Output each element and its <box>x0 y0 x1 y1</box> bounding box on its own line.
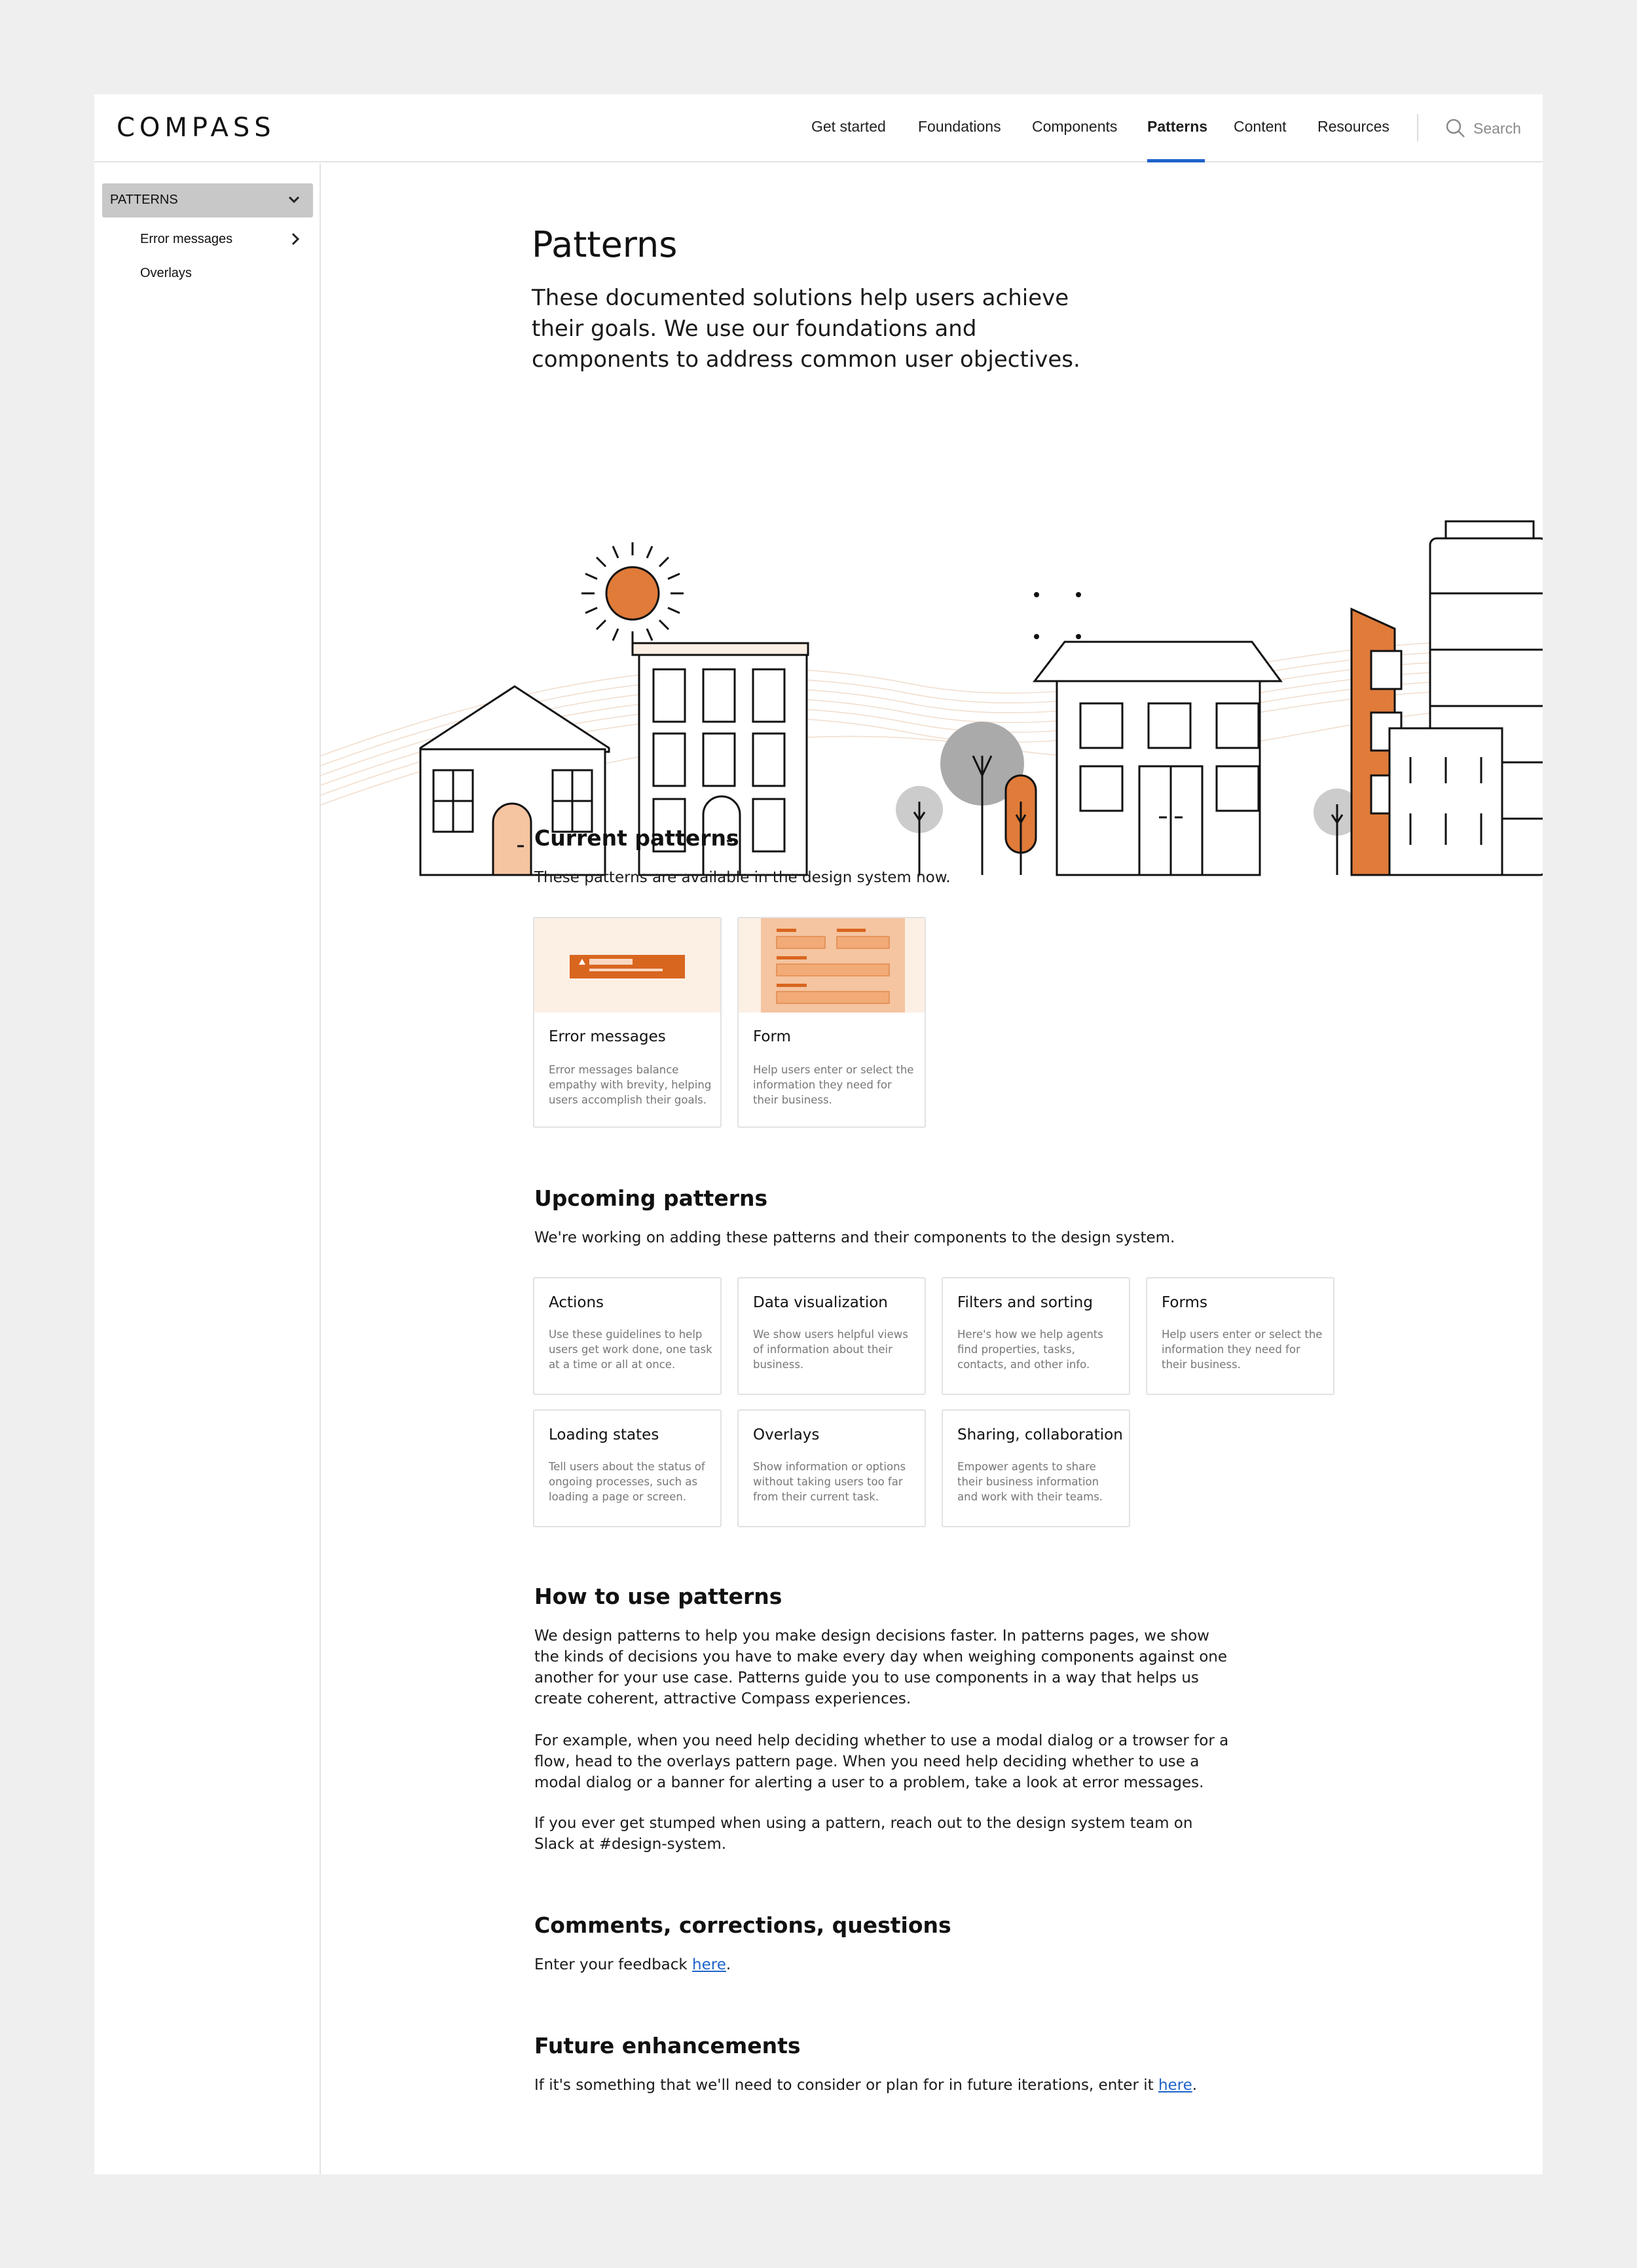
search-label: Search <box>1473 119 1521 137</box>
sidebar-item-error-messages[interactable]: Error messages <box>140 232 233 246</box>
future-enhancements-heading: Future enhancements <box>534 2033 801 2058</box>
upcoming-patterns-intro: We're working on adding these patterns and their components to the design system. <box>534 1229 1175 1246</box>
card-data-visualization[interactable] <box>737 1277 926 1395</box>
page-lead: These documented solutions help users achieve their goals. We use our foundations and components to address common user objectives. <box>532 285 1080 373</box>
how-to-use-heading: How to use patterns <box>534 1584 782 1609</box>
sun-icon <box>581 542 684 644</box>
card-error-messages[interactable] <box>533 917 722 1128</box>
future-enhancements-text <box>534 2075 1197 2096</box>
bird-dots <box>1034 592 1081 639</box>
card-sharing-collaboration[interactable] <box>942 1409 1130 1527</box>
search-icon <box>1446 119 1465 138</box>
card-filters-and-sorting[interactable] <box>942 1277 1130 1395</box>
card-description: Here's how we help agents find properties, tasks, contacts, and other info. <box>957 1328 1103 1371</box>
how-to-use-paragraph-3: If you ever get stumped when using a pattern, reach out to the design system team on Slack at #design-system. <box>534 1815 1193 1853</box>
card-title: Form <box>753 1028 791 1045</box>
sidebar-group-label: PATTERNS <box>110 193 178 207</box>
card-title: Sharing, collaboration <box>957 1426 1123 1443</box>
nav-get-started[interactable]: Get started <box>811 118 886 135</box>
comments-text-body: Enter your feedback <box>534 1956 693 1973</box>
card-title: Actions <box>549 1294 604 1311</box>
card-form[interactable] <box>737 917 926 1128</box>
nav-content[interactable]: Content <box>1234 118 1287 135</box>
card-title: Forms <box>1162 1294 1207 1311</box>
house-middle <box>1035 642 1281 875</box>
error-messages-thumbnail <box>534 918 720 1013</box>
card-overlays[interactable] <box>737 1409 926 1527</box>
page <box>94 94 1543 2174</box>
card-title: Filters and sorting <box>957 1294 1093 1311</box>
sidebar-group-patterns[interactable] <box>102 183 313 217</box>
future-text-suffix: . <box>1192 2077 1198 2094</box>
compass-logo[interactable]: COMPASS <box>117 113 276 143</box>
upcoming-patterns-heading: Upcoming patterns <box>534 1185 768 1211</box>
card-description: Tell users about the status of ongoing processes, such as loading a page or screen. <box>549 1460 705 1503</box>
office-block <box>1389 728 1502 875</box>
card-title: Overlays <box>753 1426 820 1443</box>
page-title: Patterns <box>532 224 678 265</box>
current-patterns-heading: Current patterns <box>534 825 739 851</box>
form-thumbnail <box>739 918 925 1013</box>
sidebar <box>94 164 321 2174</box>
feedback-link[interactable]: here <box>692 1956 726 1973</box>
city-illustration <box>321 409 1543 880</box>
tree-orange <box>1006 775 1036 875</box>
nav-resources[interactable]: Resources <box>1317 118 1389 135</box>
card-title: Error messages <box>549 1028 666 1045</box>
nav-divider <box>1417 114 1418 141</box>
card-actions[interactable] <box>533 1277 722 1395</box>
how-to-use-paragraph-2: For example, when you need help deciding whether to use a modal dialog or a trowser for a flow, head to the overlays pattern page. When you need help deciding whether to use a modal dialog or a banner for alerting a user to a problem, take a look at error messages. <box>534 1732 1229 1791</box>
future-text-body: If it's something that we'll need to consider or plan for in future iterations, enter it <box>534 2077 1158 2094</box>
chevron-right-icon[interactable] <box>288 231 303 248</box>
future-enhancements-link[interactable]: here <box>1158 2077 1192 2094</box>
error-banner-icon <box>534 918 722 1013</box>
comments-text <box>534 1954 731 1975</box>
tree-small-left <box>896 786 943 875</box>
card-description: Show information or options without taking users too far from their current task. <box>753 1460 906 1503</box>
nav-components[interactable]: Components <box>1032 118 1118 135</box>
card-title: Data visualization <box>753 1294 888 1311</box>
card-loading-states[interactable] <box>533 1409 722 1527</box>
comments-text-suffix: . <box>726 1956 731 1973</box>
how-to-use-paragraph-1: We design patterns to help you make design decisions faster. In patterns pages, we show the kinds of decisions you have to make every day when weighing components against one another for your use case. Patterns guide you to use components in a way that helps us create coherent, attractive Compass experiences. <box>534 1627 1228 1707</box>
card-description: Error messages balance empathy with brevity, helping users accomplish their goals. <box>549 1064 712 1106</box>
card-description: Use these guidelines to help users get work done, one task at a time or all at once. <box>549 1328 712 1371</box>
card-description: Help users enter or select the information they need for their business. <box>1162 1328 1323 1371</box>
card-forms[interactable] <box>1146 1277 1334 1395</box>
card-description: Help users enter or select the information they need for their business. <box>753 1064 914 1106</box>
chevron-down-icon <box>285 191 303 208</box>
card-title: Loading states <box>549 1426 659 1443</box>
nav-foundations[interactable]: Foundations <box>918 118 1001 135</box>
sidebar-item-overlays[interactable]: Overlays <box>140 266 192 280</box>
top-header <box>94 94 1543 162</box>
search-button[interactable] <box>1446 115 1521 141</box>
current-patterns-intro: These patterns are available in the design system now. <box>534 869 951 886</box>
form-fields-icon <box>739 918 926 1013</box>
card-description: Empower agents to share their business information and work with their teams. <box>957 1460 1103 1503</box>
active-nav-indicator <box>1147 159 1205 162</box>
nav-patterns[interactable]: Patterns <box>1147 118 1208 135</box>
comments-heading: Comments, corrections, questions <box>534 1912 951 1938</box>
card-description: We show users helpful views of information about their business. <box>753 1328 908 1371</box>
